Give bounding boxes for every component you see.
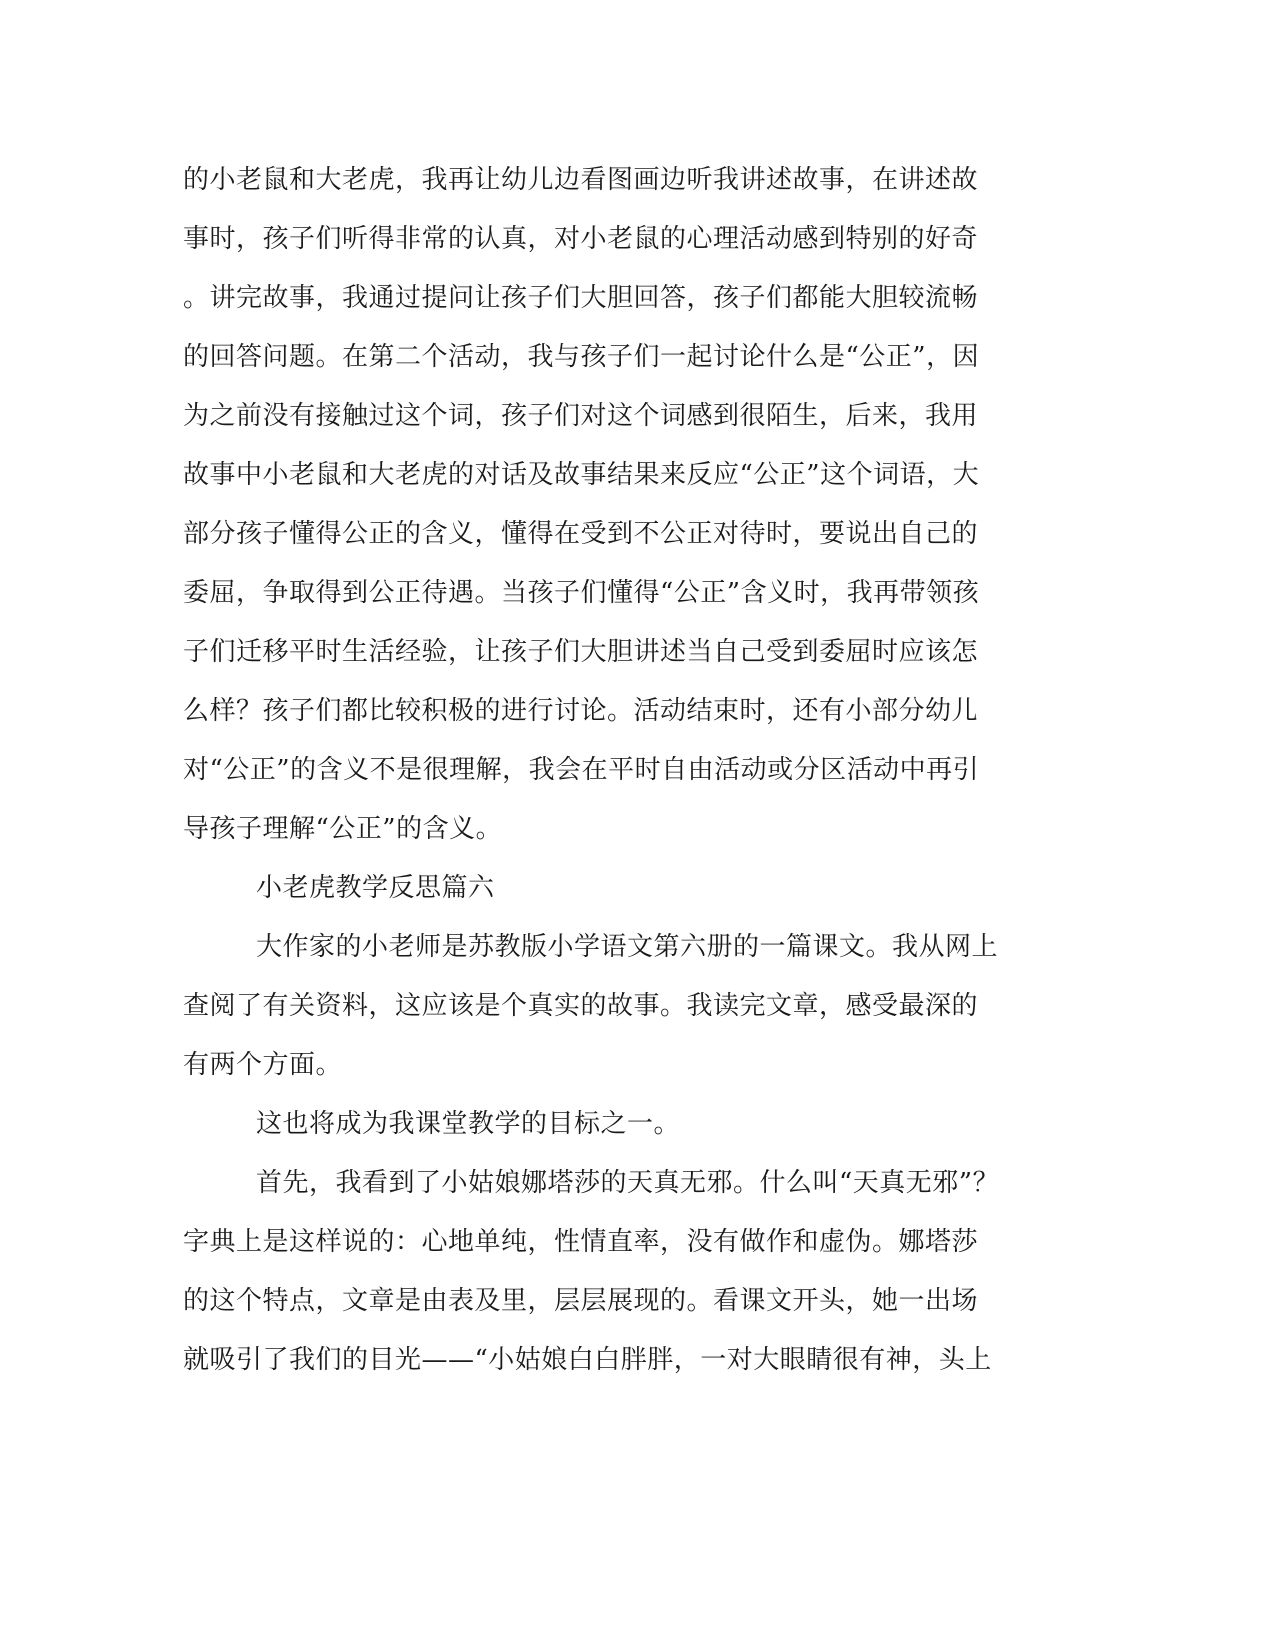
text-line: 查阅了有关资料，这应该是个真实的故事。我读完文章，感受最深的: [183, 991, 979, 1021]
text-line: 有两个方面。: [183, 1050, 343, 1080]
text-line: 的回答问题。在第二个活动，我与孩子们一起讨论什么是“公正”，因: [183, 342, 980, 372]
text-line: 。讲完故事，我通过提问让孩子们大胆回答，孩子们都能大胆较流畅: [183, 283, 979, 313]
text-line: 部分孩子懂得公正的含义，懂得在受到不公正对待时，要说出自己的: [183, 519, 979, 549]
text-line: 大作家的小老师是苏教版小学语文第六册的一篇课文。我从网上: [256, 932, 999, 962]
text-line: 为之前没有接触过这个词，孩子们对这个词感到很陌生，后来，我用: [183, 401, 979, 431]
text-line: 的这个特点，文章是由表及里，层层展现的。看课文开头，她一出场: [183, 1286, 979, 1316]
text-line: 委屈，争取得到公正待遇。当孩子们懂得“公正”含义时，我再带领孩: [183, 578, 980, 608]
text-line: 这也将成为我课堂教学的目标之一。: [256, 1109, 681, 1139]
text-line: 的小老鼠和大老虎，我再让幼儿边看图画边听我讲述故事，在讲述故: [183, 165, 979, 195]
section-heading: 小老虎教学反思篇六: [256, 873, 495, 903]
text-line: 子们迁移平时生活经验，让孩子们大胆讲述当自己受到委屈时应该怎: [183, 637, 979, 667]
text-line: 首先，我看到了小姑娘娜塔莎的天真无邪。什么叫“天真无邪”？: [256, 1168, 1000, 1198]
text-line: 事时，孩子们听得非常的认真，对小老鼠的心理活动感到特别的好奇: [183, 224, 979, 254]
text-line: 就吸引了我们的目光——“小姑娘白白胖胖，一对大眼睛很有神，头上: [183, 1345, 992, 1375]
text-line: 字典上是这样说的：心地单纯，性情直率，没有做作和虚伪。娜塔莎: [183, 1227, 979, 1257]
text-line: 对“公正”的含义不是很理解，我会在平时自由活动或分区活动中再引: [183, 755, 980, 785]
text-line: 导孩子理解“公正”的含义。: [183, 814, 503, 844]
text-line: 么样？孩子们都比较积极的进行讨论。活动结束时，还有小部分幼儿: [183, 696, 979, 726]
text-line: 故事中小老鼠和大老虎的对话及故事结果来反应“公正”这个词语，大: [183, 460, 980, 490]
